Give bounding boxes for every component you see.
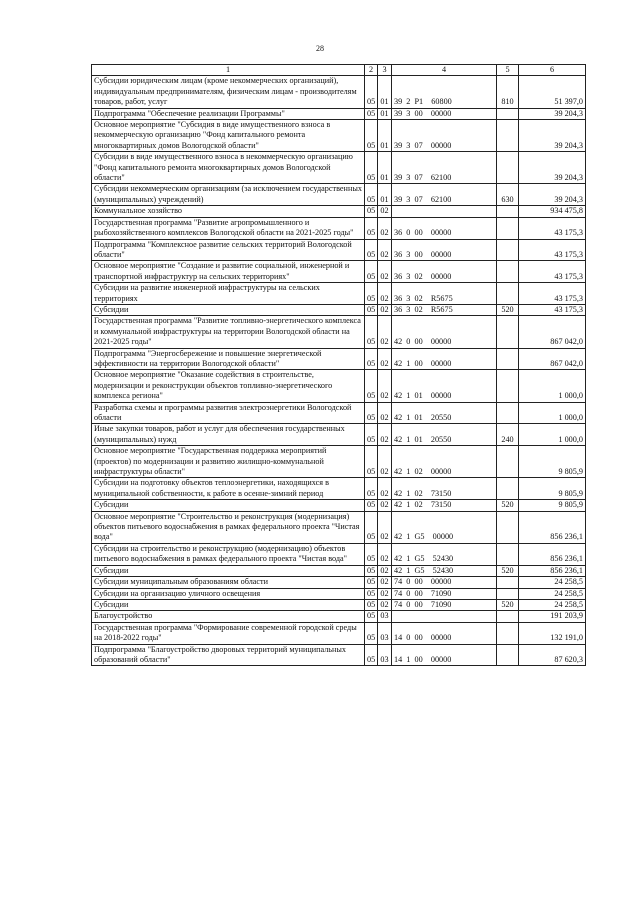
row-amount: 24 258,5 (519, 577, 586, 588)
page-number: 28 (316, 44, 324, 53)
row-amount: 43 175,3 (519, 283, 586, 305)
table-row (92, 511, 586, 543)
row-subsection: 02 (378, 500, 392, 511)
row-subsection: 02 (378, 478, 392, 500)
row-target-code: 42 1 01 20550 (392, 402, 497, 424)
header-col-1: 1 (92, 65, 365, 76)
table-row (92, 622, 586, 644)
row-subsection: 02 (378, 424, 392, 446)
row-subsection: 02 (378, 565, 392, 576)
row-target-code: 42 1 G5 52430 (392, 543, 497, 565)
row-target-code: 39 3 07 62100 (392, 152, 497, 184)
table-row (92, 577, 586, 588)
row-section: 05 (365, 622, 378, 644)
row-name: Подпрограмма "Благоустройство дворовых территорий муниципальных образований области" (92, 644, 365, 666)
row-name: Субсидии на организацию уличного освещения (92, 588, 365, 599)
row-target-code: 42 1 01 00000 (392, 370, 497, 402)
row-section: 05 (365, 217, 378, 239)
row-subsection: 02 (378, 446, 392, 478)
row-target-code: 42 0 00 00000 (392, 316, 497, 348)
row-section: 05 (365, 511, 378, 543)
row-name: Основное мероприятие "Строительство и реконструкция (модернизация) объектов питьевого водоснабжения в рамках федерального проекта "Чистая вода" (92, 511, 365, 543)
row-name: Субсидии в виде имущественного взноса в некоммерческую организацию "Фонд капитального ремонта многоквартирных домов Вологодской области" (92, 152, 365, 184)
row-expense-type (497, 577, 519, 588)
row-subsection: 02 (378, 543, 392, 565)
row-amount: 39 204,3 (519, 120, 586, 152)
row-subsection: 01 (378, 120, 392, 152)
row-expense-type (497, 348, 519, 370)
table-row (92, 316, 586, 348)
row-section: 05 (365, 348, 378, 370)
row-amount: 87 620,3 (519, 644, 586, 666)
table-row (92, 402, 586, 424)
budget-table (91, 64, 586, 666)
row-expense-type: 520 (497, 565, 519, 576)
row-subsection: 02 (378, 217, 392, 239)
row-subsection: 02 (378, 370, 392, 402)
row-name: Субсидии на подготовку объектов теплоэнергетики, находящихся в муниципальной собственности, к работе в осенне-зимний период (92, 478, 365, 500)
row-name: Субсидии (92, 500, 365, 511)
row-amount: 867 042,0 (519, 316, 586, 348)
row-subsection: 02 (378, 348, 392, 370)
row-name: Основное мероприятие "Оказание содействия в строительстве, модернизации и реконструкции объектов топливно-энергетического комплекса региона" (92, 370, 365, 402)
row-amount: 43 175,3 (519, 239, 586, 261)
table-row (92, 588, 586, 599)
row-name: Коммунальное хозяйство (92, 206, 365, 217)
row-subsection: 02 (378, 511, 392, 543)
row-target-code: 74 0 00 71090 (392, 588, 497, 599)
row-section: 05 (365, 206, 378, 217)
row-expense-type (497, 588, 519, 599)
table-row (92, 239, 586, 261)
row-target-code: 36 3 02 00000 (392, 261, 497, 283)
row-name: Субсидии на развитие инженерной инфраструктуры на сельских территориях (92, 283, 365, 305)
row-expense-type: 520 (497, 500, 519, 511)
row-amount: 1 000,0 (519, 370, 586, 402)
row-name: Подпрограмма "Энергосбережение и повышение энергетической эффективности на территории Вологодской области" (92, 348, 365, 370)
row-expense-type (497, 206, 519, 217)
row-subsection: 02 (378, 599, 392, 610)
row-section: 05 (365, 599, 378, 610)
row-section: 05 (365, 304, 378, 315)
row-expense-type (497, 217, 519, 239)
row-name: Государственная программа "Развитие агропромышленного и рыбохозяйственного комплексов Вологодской области на 2021-2025 годы" (92, 217, 365, 239)
row-amount: 1 000,0 (519, 402, 586, 424)
row-section: 05 (365, 478, 378, 500)
table-row (92, 565, 586, 576)
row-section: 05 (365, 588, 378, 599)
row-expense-type: 810 (497, 76, 519, 108)
row-subsection: 02 (378, 588, 392, 599)
row-amount: 39 204,3 (519, 108, 586, 119)
table-row (92, 446, 586, 478)
row-name: Основное мероприятие "Создание и развитие социальной, инженерной и транспортной инфраструктур на сельских территориях" (92, 261, 365, 283)
row-subsection: 02 (378, 577, 392, 588)
row-target-code: 74 0 00 00000 (392, 577, 497, 588)
row-name: Субсидии (92, 565, 365, 576)
row-section: 05 (365, 316, 378, 348)
row-section: 05 (365, 152, 378, 184)
row-expense-type: 520 (497, 304, 519, 315)
row-section: 05 (365, 283, 378, 305)
row-section: 05 (365, 261, 378, 283)
row-subsection: 03 (378, 622, 392, 644)
row-target-code (392, 206, 497, 217)
row-amount: 1 000,0 (519, 424, 586, 446)
table-row (92, 184, 586, 206)
row-expense-type (497, 261, 519, 283)
row-section: 05 (365, 108, 378, 119)
row-target-code: 36 0 00 00000 (392, 217, 497, 239)
row-amount: 43 175,3 (519, 217, 586, 239)
table-header-row (92, 65, 586, 76)
row-subsection: 03 (378, 644, 392, 666)
table-row (92, 478, 586, 500)
row-name: Субсидии (92, 304, 365, 315)
row-amount: 9 805,9 (519, 478, 586, 500)
row-amount: 39 204,3 (519, 152, 586, 184)
table-row (92, 304, 586, 315)
row-expense-type (497, 511, 519, 543)
row-subsection: 02 (378, 316, 392, 348)
row-amount: 39 204,3 (519, 184, 586, 206)
table-row (92, 599, 586, 610)
row-expense-type (497, 152, 519, 184)
row-name: Государственная программа "Формирование современной городской среды на 2018-2022 годы" (92, 622, 365, 644)
table-row (92, 543, 586, 565)
table-row (92, 76, 586, 108)
row-name: Подпрограмма "Обеспечение реализации Программы" (92, 108, 365, 119)
row-target-code: 42 1 02 00000 (392, 446, 497, 478)
row-section: 05 (365, 76, 378, 108)
row-amount: 43 175,3 (519, 261, 586, 283)
row-target-code: 74 0 00 71090 (392, 599, 497, 610)
row-target-code: 39 3 00 00000 (392, 108, 497, 119)
row-amount: 856 236,1 (519, 511, 586, 543)
row-subsection: 01 (378, 76, 392, 108)
table-row (92, 500, 586, 511)
row-target-code: 39 3 07 00000 (392, 120, 497, 152)
row-target-code: 42 1 02 73150 (392, 478, 497, 500)
row-target-code: 39 2 P1 60800 (392, 76, 497, 108)
row-expense-type (497, 543, 519, 565)
table-row (92, 120, 586, 152)
row-expense-type (497, 644, 519, 666)
row-section: 05 (365, 446, 378, 478)
row-section: 05 (365, 370, 378, 402)
row-subsection: 01 (378, 108, 392, 119)
row-target-code: 42 1 02 73150 (392, 500, 497, 511)
row-target-code: 36 3 02 R5675 (392, 283, 497, 305)
row-subsection: 02 (378, 402, 392, 424)
row-target-code: 42 1 01 20550 (392, 424, 497, 446)
row-expense-type (497, 239, 519, 261)
row-section: 05 (365, 644, 378, 666)
header-col-3: 3 (378, 65, 392, 76)
header-col-5: 5 (497, 65, 519, 76)
row-name: Подпрограмма "Комплексное развитие сельских территорий Вологодской области" (92, 239, 365, 261)
table-row (92, 611, 586, 622)
row-section: 05 (365, 424, 378, 446)
row-target-code: 42 1 G5 00000 (392, 511, 497, 543)
row-amount: 24 258,5 (519, 599, 586, 610)
row-name: Субсидии некоммерческим организациям (за исключением государственных (муниципальных) учреждений) (92, 184, 365, 206)
row-expense-type (497, 446, 519, 478)
header-col-6: 6 (519, 65, 586, 76)
row-section: 05 (365, 577, 378, 588)
row-expense-type (497, 316, 519, 348)
row-expense-type (497, 370, 519, 402)
row-section: 05 (365, 611, 378, 622)
row-target-code: 14 1 00 00000 (392, 644, 497, 666)
row-amount: 191 203,9 (519, 611, 586, 622)
row-amount: 867 042,0 (519, 348, 586, 370)
row-section: 05 (365, 500, 378, 511)
table-row (92, 108, 586, 119)
row-amount: 856 236,1 (519, 543, 586, 565)
row-name: Основное мероприятие "Государственная поддержка мероприятий (проектов) по модернизации и развитию жилищно-коммунальной инфраструктуры области" (92, 446, 365, 478)
row-section: 05 (365, 565, 378, 576)
row-subsection: 02 (378, 283, 392, 305)
row-target-code (392, 611, 497, 622)
row-section: 05 (365, 184, 378, 206)
row-target-code: 36 3 02 R5675 (392, 304, 497, 315)
row-expense-type (497, 611, 519, 622)
row-subsection: 03 (378, 611, 392, 622)
row-subsection: 01 (378, 152, 392, 184)
row-expense-type: 520 (497, 599, 519, 610)
row-amount: 43 175,3 (519, 304, 586, 315)
table-row (92, 261, 586, 283)
row-target-code: 42 1 00 00000 (392, 348, 497, 370)
row-name: Государственная программа "Развитие топливно-энергетического комплекса и коммунальной инфраструктуры на территории Вологодской области на 2021-2025 годы" (92, 316, 365, 348)
row-expense-type (497, 402, 519, 424)
row-amount: 24 258,5 (519, 588, 586, 599)
row-target-code: 36 3 00 00000 (392, 239, 497, 261)
table-row (92, 370, 586, 402)
table-row (92, 217, 586, 239)
row-name: Субсидии на строительство и реконструкцию (модернизацию) объектов питьевого водоснабжения в рамках федерального проекта "Чистая вода" (92, 543, 365, 565)
row-subsection: 01 (378, 184, 392, 206)
table-row (92, 206, 586, 217)
row-target-code: 42 1 G5 52430 (392, 565, 497, 576)
row-target-code: 14 0 00 00000 (392, 622, 497, 644)
row-expense-type (497, 120, 519, 152)
row-name: Субсидии юридическим лицам (кроме некоммерческих организаций), индивидуальным предпринимателям, физическим лицам - производителям товаров, работ, услуг (92, 76, 365, 108)
header-col-4: 4 (392, 65, 497, 76)
row-section: 05 (365, 402, 378, 424)
row-expense-type: 630 (497, 184, 519, 206)
row-expense-type (497, 108, 519, 119)
row-target-code: 39 3 07 62100 (392, 184, 497, 206)
row-subsection: 02 (378, 239, 392, 261)
row-section: 05 (365, 120, 378, 152)
row-expense-type (497, 622, 519, 644)
row-name: Субсидии (92, 599, 365, 610)
row-expense-type (497, 283, 519, 305)
row-amount: 934 475,8 (519, 206, 586, 217)
row-subsection: 02 (378, 261, 392, 283)
table-row (92, 424, 586, 446)
table-row (92, 644, 586, 666)
table-row (92, 283, 586, 305)
row-name: Разработка схемы и программы развития электроэнергетики Вологодской области (92, 402, 365, 424)
table-row (92, 348, 586, 370)
row-expense-type (497, 478, 519, 500)
row-subsection: 02 (378, 206, 392, 217)
row-name: Иные закупки товаров, работ и услуг для обеспечения государственных (муниципальных) нужд (92, 424, 365, 446)
row-name: Благоустройство (92, 611, 365, 622)
row-section: 05 (365, 543, 378, 565)
row-amount: 856 236,1 (519, 565, 586, 576)
header-col-2: 2 (365, 65, 378, 76)
row-name: Основное мероприятие "Субсидия в виде имущественного взноса в некоммерческую организацию "Фонд капитального ремонта многоквартирных домов Вологодской области" (92, 120, 365, 152)
row-subsection: 02 (378, 304, 392, 315)
row-amount: 51 397,0 (519, 76, 586, 108)
table-row (92, 152, 586, 184)
row-amount: 9 805,9 (519, 500, 586, 511)
row-amount: 132 191,0 (519, 622, 586, 644)
row-section: 05 (365, 239, 378, 261)
row-name: Субсидии муниципальным образованиям области (92, 577, 365, 588)
row-amount: 9 805,9 (519, 446, 586, 478)
row-expense-type: 240 (497, 424, 519, 446)
